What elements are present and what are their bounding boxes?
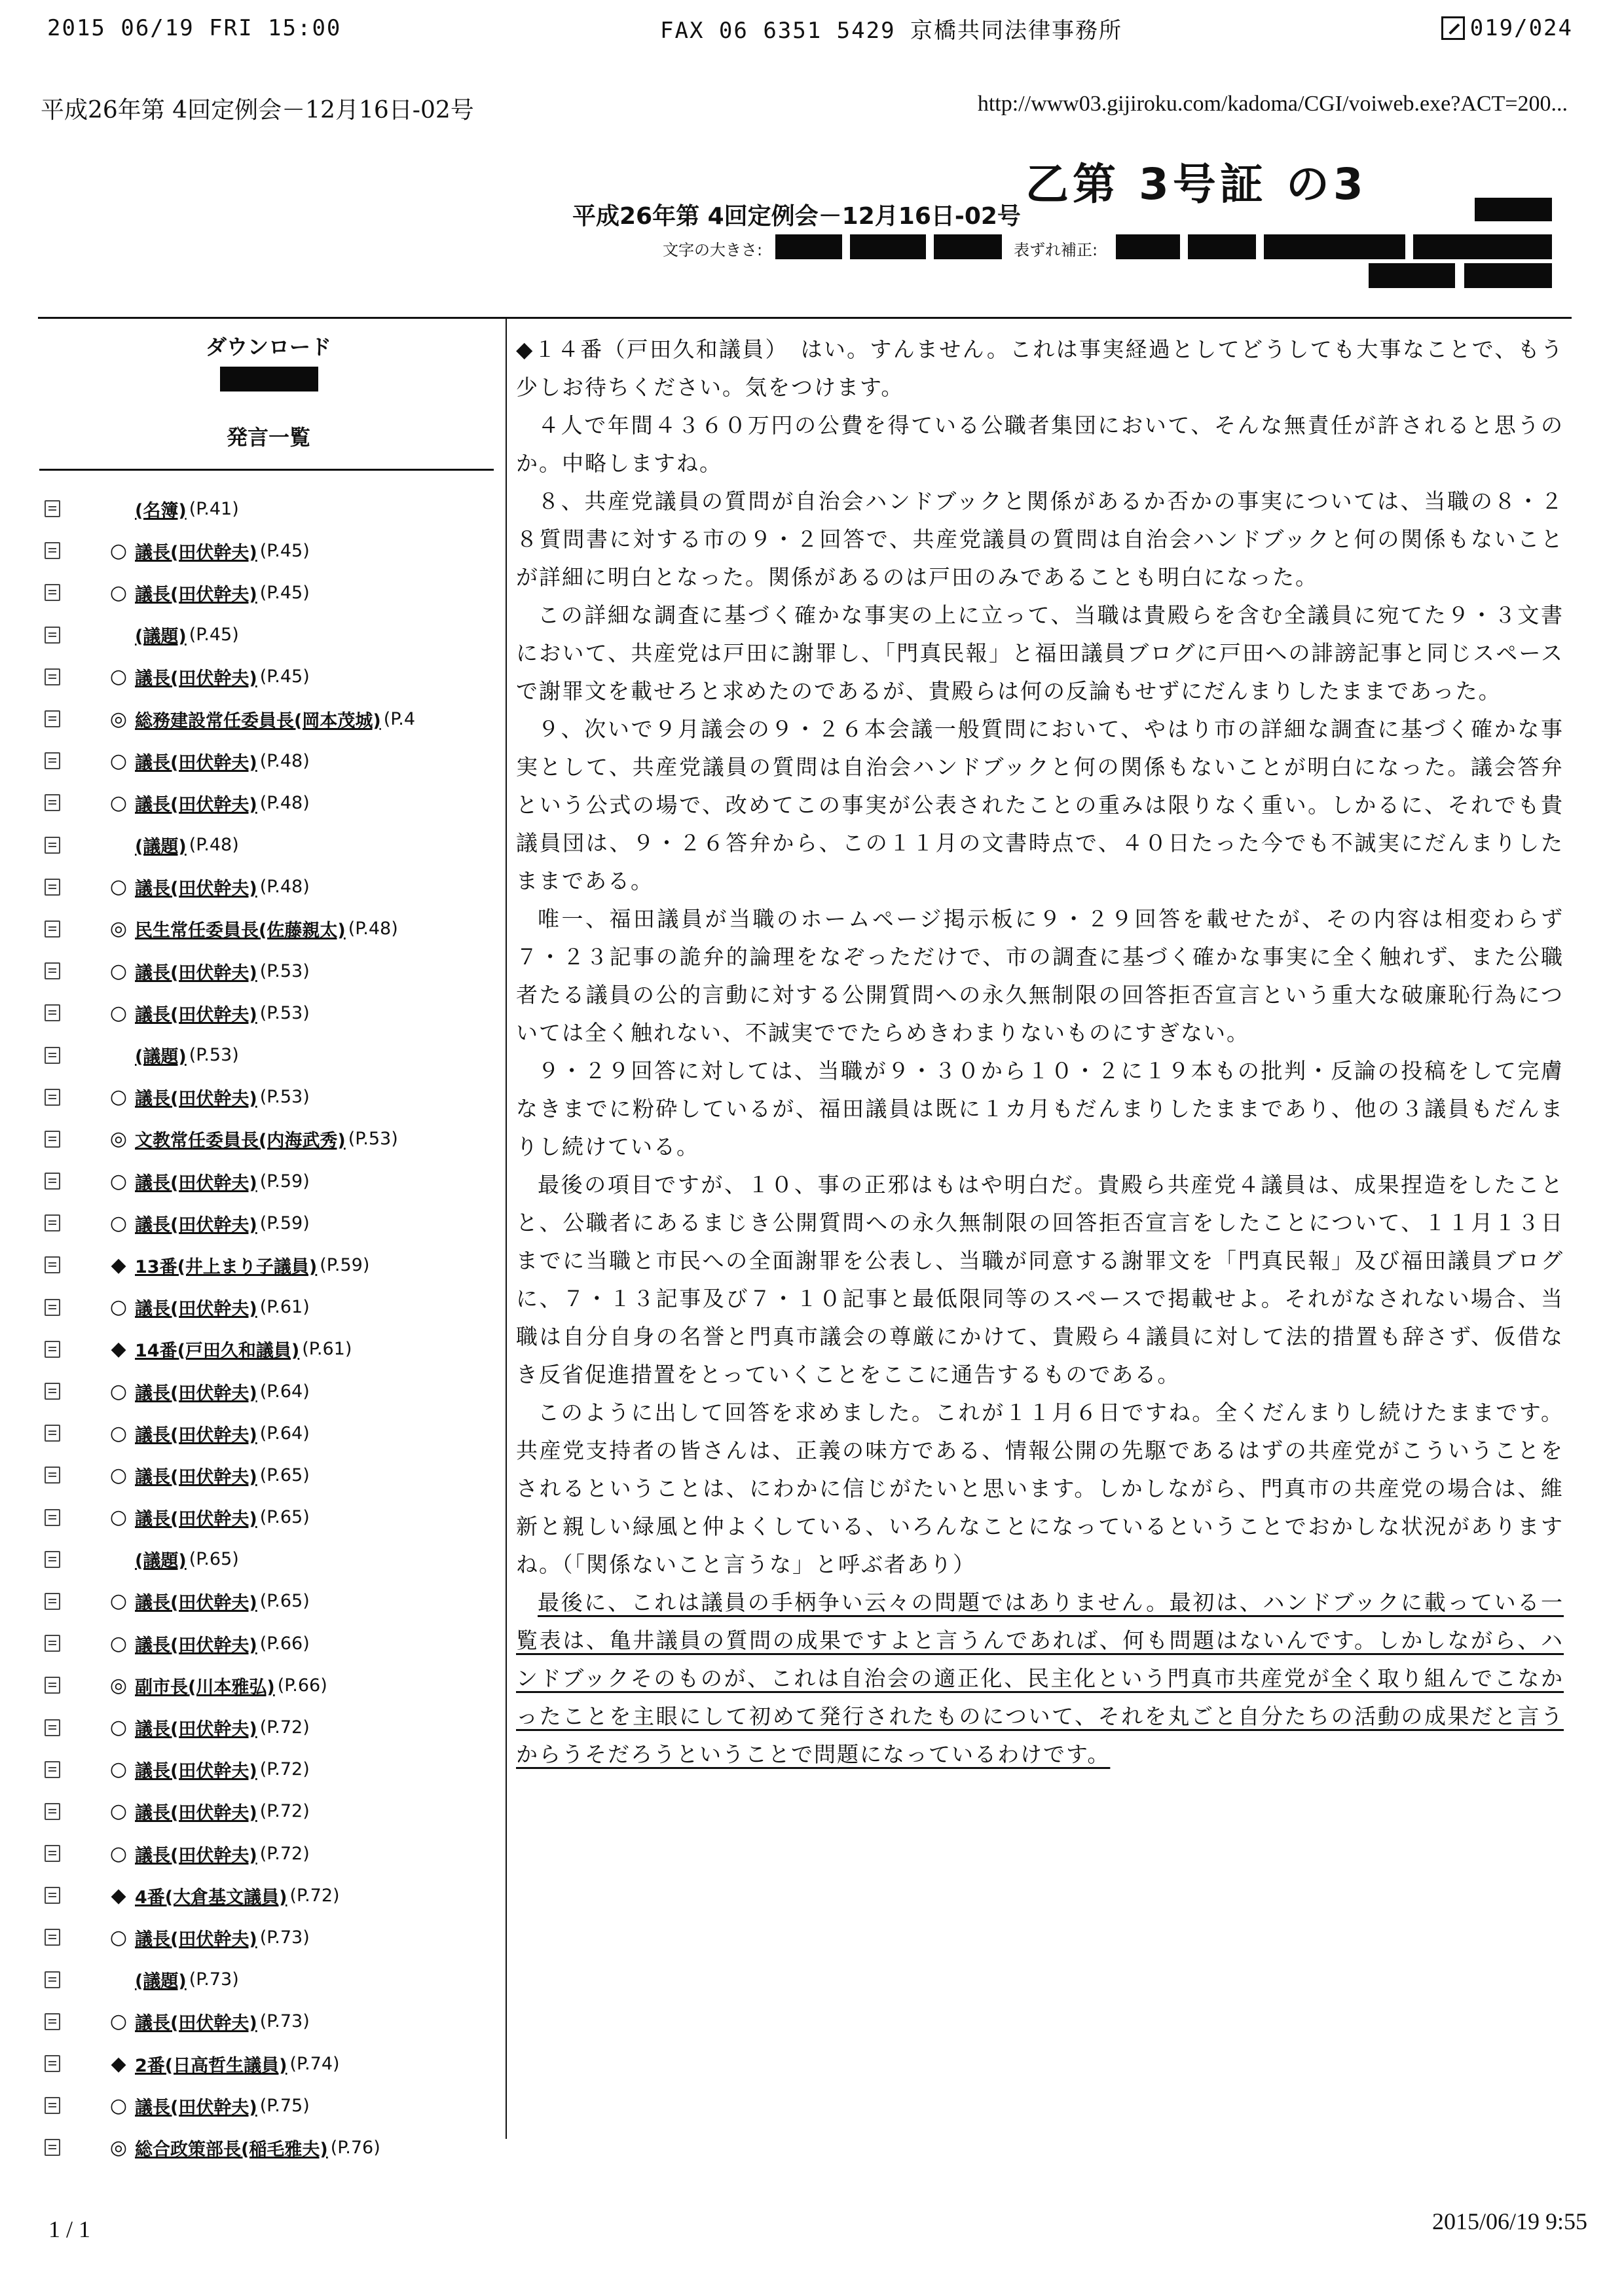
misalignment-button-6[interactable] xyxy=(1464,263,1552,288)
page-reference: (P.72) xyxy=(259,1717,310,1738)
speaker-link[interactable]: 4番(大倉基文議員) xyxy=(135,1887,287,1908)
speaker-link[interactable]: 14番(戸田久和議員) xyxy=(135,1341,300,1362)
speech-list-item[interactable] xyxy=(45,1076,503,1118)
speaker-mark: ○ xyxy=(109,2010,128,2033)
speaker-link[interactable]: (議題) xyxy=(135,1047,187,1068)
document-icon xyxy=(45,879,60,896)
speaker-mark: ◎ xyxy=(109,1673,128,1697)
document-icon xyxy=(45,1047,60,1064)
page-reference: (P.76) xyxy=(330,2137,380,2158)
fax-header xyxy=(47,12,1573,45)
speech-list-item[interactable] xyxy=(45,1244,503,1286)
speaker-link[interactable]: 議長(田伏幹夫) xyxy=(135,1635,257,1656)
speech-list-item[interactable] xyxy=(45,1791,503,1832)
speech-list-item[interactable] xyxy=(45,1959,503,2001)
page-reference: (P.74) xyxy=(289,2053,340,2074)
font-size-large-button[interactable] xyxy=(934,234,1002,259)
transcript-paragraph xyxy=(516,900,1564,1052)
speaker-mark: ○ xyxy=(109,2094,128,2117)
speaker-link[interactable]: 議長(田伏幹夫) xyxy=(135,1299,257,1320)
speech-transcript xyxy=(516,331,1564,1774)
page-reference: (P.65) xyxy=(259,1465,310,1485)
document-icon xyxy=(45,2055,60,2072)
speaker-link[interactable]: 議長(田伏幹夫) xyxy=(135,752,257,773)
page-reference: (P.61) xyxy=(259,1297,310,1318)
transcript-paragraph-text: ◆１４番（戸田久和議員） はい。すんません。これは事実経過としてどうしても大事なことで、もう少しお待ちください。気をつけます。 xyxy=(516,337,1564,400)
page-reference: (P.48) xyxy=(259,792,310,813)
speech-list-item[interactable] xyxy=(45,2001,503,2043)
document-icon xyxy=(45,1761,60,1778)
speech-list-item[interactable] xyxy=(45,1160,503,1202)
speaker-mark: ◆ xyxy=(111,1338,126,1361)
speaker-mark: ◆ xyxy=(111,1884,126,1907)
speaker-link[interactable]: 議長(田伏幹夫) xyxy=(135,1719,257,1740)
transcript-paragraph-text: 最後の項目ですが、１０、事の正邪はもはや明白だ。貴殿ら共産党４議員は、成果捏造をしたことと、公職者にあるまじき公開質問への永久無制限の回答拒否宣言をしたことについて、１１月１３日までに当職と市民への全面謝罪を公表し、当職が同意する謝罪文を「門真民報」及び福田議員ブログに、７・１３記事及び７・１０記事と最低限同等のスペースで掲載せよ。それがなされない場合、当職は自分自身の名誉と門真市議会の尊厳にかけて、貴殿ら４議員に対して法的措置も辞さず、仮借なき反省促進措置をとっていくことをここに通告するものである。 xyxy=(516,1172,1564,1387)
speech-list-item[interactable] xyxy=(45,572,503,613)
speech-list-item[interactable] xyxy=(45,488,503,530)
document-icon xyxy=(45,1256,60,1273)
document-icon xyxy=(45,1214,60,1231)
speech-list-item[interactable] xyxy=(45,1580,503,1622)
speaker-mark: ○ xyxy=(109,791,128,814)
page-reference: (P.64) xyxy=(259,1423,310,1444)
misalignment-button-5[interactable] xyxy=(1369,263,1455,288)
speech-list xyxy=(45,488,503,2169)
fax-page-counter-text: 019/024 xyxy=(1469,15,1573,41)
transcript-paragraph xyxy=(516,1584,1564,1774)
speaker-link[interactable]: 副市長(川本雅弘) xyxy=(135,1677,275,1698)
document-icon xyxy=(45,584,60,601)
speech-list-item[interactable] xyxy=(45,908,503,950)
page-reference: (P.72) xyxy=(289,1885,340,1906)
speaker-link[interactable]: 文教常任委員長(内海武秀) xyxy=(135,1131,346,1152)
speaker-link[interactable]: 議長(田伏幹夫) xyxy=(135,1593,257,1614)
speaker-mark: ○ xyxy=(109,1001,128,1025)
speaker-mark: ○ xyxy=(109,875,128,899)
document-icon xyxy=(45,1004,60,1021)
misalignment-button-4[interactable] xyxy=(1413,234,1552,259)
page-reference: (P.41) xyxy=(189,498,239,519)
speaker-link[interactable]: 議長(田伏幹夫) xyxy=(135,1509,257,1530)
speaker-mark: ○ xyxy=(109,1800,128,1823)
document-icon xyxy=(45,1131,60,1148)
page-reference: (P.61) xyxy=(302,1339,352,1360)
document-icon xyxy=(45,1341,60,1358)
speaker-mark: ◎ xyxy=(109,917,128,941)
speech-list-item[interactable] xyxy=(45,992,503,1034)
page-reference: (P.48) xyxy=(259,750,310,771)
transcript-paragraph-text: ９、次いで９月議会の９・２６本会議一般質問において、やはり市の詳細な調査に基づく確かな事実として、共産党議員の質問は自治会ハンドブックと何の関係もないことが明白になった。議会答弁という公式の場で、改めてこの事実が公表されたことの重みは限りなく重い。しかるに、それでも貴議員団は、９・２６答弁から、この１１月の文書時点で、４０日たった今でも不誠実にだんまりしたままである。 xyxy=(516,716,1564,894)
document-icon xyxy=(45,1467,60,1484)
speech-list-item[interactable] xyxy=(45,824,503,866)
page-reference: (P.4 xyxy=(383,708,416,729)
speaker-mark: ○ xyxy=(109,1925,128,1949)
page-reference: (P.66) xyxy=(277,1675,327,1696)
speaker-mark: ◎ xyxy=(109,707,128,731)
speaker-link[interactable]: 議長(田伏幹夫) xyxy=(135,1173,257,1194)
speaker-mark: ◆ xyxy=(111,2052,126,2075)
document-icon xyxy=(45,500,60,517)
speaker-link[interactable]: 議長(田伏幹夫) xyxy=(135,1761,257,1782)
speaker-link[interactable]: 13番(井上まり子議員) xyxy=(135,1256,318,1277)
speech-list-item[interactable] xyxy=(45,740,503,782)
page-reference: (P.65) xyxy=(259,1507,310,1528)
document-icon xyxy=(45,1677,60,1694)
page-reference: (P.59) xyxy=(259,1171,310,1192)
speech-list-item[interactable] xyxy=(45,1539,503,1580)
transcript-paragraph-text: 唯一、福田議員が当職のホームページ掲示板に９・２９回答を載せたが、その内容は相変わらず７・２３記事の詭弁的論理をなぞっただけで、市の調査に基づく確かな事実に全く触れず、また公職者たる議員の公的言動に対する公開質問への永久無制限の回答拒否宣言という重大な破廉恥行為については全く触れない、不誠実ででたらめきわまりないものにすぎない。 xyxy=(516,906,1564,1046)
document-icon xyxy=(45,2139,60,2156)
transcript-paragraph-text: 最後に、これは議員の手柄争い云々の問題ではありません。最初は、ハンドブックに載っている一覧表は、亀井議員の質問の成果ですよと言うんであれば、何も問題はないんです。しかしながら、ハンドブックそのものが、これは自治会の適正化、民主化という門真市共産党が全く取り組んでこなかったことを主眼にして初めて発行されたものについて、それを丸ごと自分たちの活動の成果だと言うからうそだろうということで問題になっているわけです。 xyxy=(516,1590,1564,1767)
page-reference: (P.72) xyxy=(259,1801,310,1822)
transcript-paragraph-text: ８、共産党議員の質問が自治会ハンドブックと関係があるか否かの事実については、当職の８・２８質問書に対する市の９・２回答で、共産党議員の質問は自治会ハンドブックと何の関係もないことが詳細に明白となった。関係があるのは戸田のみであることも明白になった。 xyxy=(516,488,1564,590)
page-reference: (P.45) xyxy=(259,540,310,561)
speech-list-item[interactable] xyxy=(45,1622,503,1664)
page-reference: (P.72) xyxy=(259,1843,310,1864)
print-page-title: 平成26年第 4回定例会－12月16日-02号 xyxy=(41,97,474,124)
page-reference: (P.45) xyxy=(259,666,310,687)
page-reference: (P.48) xyxy=(189,835,239,856)
speech-list-item[interactable] xyxy=(45,866,503,908)
misalignment-button-1[interactable] xyxy=(1116,234,1180,259)
font-size-small-button[interactable] xyxy=(775,234,842,259)
speaker-mark: ○ xyxy=(109,1085,128,1109)
speaker-link[interactable]: (議題) xyxy=(135,627,187,647)
document-icon xyxy=(45,794,60,811)
speech-list-item[interactable] xyxy=(45,698,503,740)
speaker-mark: ○ xyxy=(109,749,128,773)
page-reference: (P.65) xyxy=(259,1591,310,1612)
speaker-link[interactable]: 2番(日高哲生議員) xyxy=(135,2055,287,2076)
document-icon xyxy=(45,1845,60,1862)
speaker-link[interactable]: 議長(田伏幹夫) xyxy=(135,542,257,563)
misalignment-button-3[interactable] xyxy=(1264,234,1405,259)
print-page-url: http://www03.gijiroku.com/kadoma/CGI/voiweb.exe?ACT=200... xyxy=(977,92,1568,116)
speaker-link[interactable]: 総合政策部長(稲毛雅夫) xyxy=(135,2139,328,2160)
speaker-link[interactable]: 民生常任委員長(佐藤親太) xyxy=(135,920,346,941)
page-reference: (P.66) xyxy=(259,1633,310,1654)
speech-list-item[interactable] xyxy=(45,1874,503,1916)
document-icon xyxy=(45,1089,60,1106)
speech-list-item[interactable] xyxy=(45,1749,503,1791)
speaker-link[interactable]: (議題) xyxy=(135,837,187,858)
speaker-link[interactable]: 議長(田伏幹夫) xyxy=(135,1929,257,1950)
document-icon xyxy=(45,1971,60,1988)
document-icon xyxy=(45,1509,60,1526)
transcript-paragraph xyxy=(516,1052,1564,1166)
transcript-paragraph xyxy=(516,1166,1564,1394)
font-size-medium-button[interactable] xyxy=(850,234,926,259)
misalignment-button-2[interactable] xyxy=(1188,234,1256,259)
speaker-mark: ○ xyxy=(109,1842,128,1865)
speech-list-item[interactable] xyxy=(45,1328,503,1370)
document-icon xyxy=(45,837,60,854)
speech-list-item[interactable] xyxy=(45,1916,503,1958)
speaker-mark: ○ xyxy=(109,581,128,604)
page-reference: (P.48) xyxy=(259,877,310,898)
download-button[interactable] xyxy=(220,367,318,392)
page-reference: (P.73) xyxy=(259,1927,310,1948)
speaker-link[interactable]: 議長(田伏幹夫) xyxy=(135,668,257,689)
transcript-paragraph-text: このように出して回答を求めました。これが１１月６日ですね。全くだんまりし続けたままです。共産党支持者の皆さんは、正義の味方である、情報公開の先駆であるはずの共産党がこういうことをされるということは、にわかに信じがたいと思います。しかしながら、門真市の共産党の場合は、維新と親しい緑風と仲よくしている、いろんなことになっているということでおかしな状況がありますね。（「関係ないこと言うな」と呼ぶ者あり） xyxy=(516,1400,1564,1577)
speaker-mark: ○ xyxy=(109,1631,128,1655)
speaker-link[interactable]: 議長(田伏幹夫) xyxy=(135,879,257,900)
speech-list-item[interactable] xyxy=(45,2085,503,2126)
redaction-block xyxy=(1475,198,1552,221)
transcript-paragraph-text: ４人で年間４３６０万円の公費を得ている公職者集団において、そんな無責任が許されると思うのか。中略しますね。 xyxy=(516,412,1564,476)
speech-list-item[interactable] xyxy=(45,1706,503,1748)
page-reference: (P.72) xyxy=(259,1759,310,1780)
speaker-mark: ○ xyxy=(109,1590,128,1613)
speaker-link[interactable]: (議題) xyxy=(135,1971,187,1992)
document-icon xyxy=(45,1929,60,1946)
speaker-link[interactable]: 議長(田伏幹夫) xyxy=(135,1425,257,1446)
page-reference: (P.59) xyxy=(259,1212,310,1233)
document-icon xyxy=(45,920,60,938)
column-divider xyxy=(506,319,507,2139)
page-reference: (P.73) xyxy=(189,1969,239,1990)
speech-list-item[interactable] xyxy=(45,950,503,992)
page-reference: (P.45) xyxy=(259,582,310,603)
fax-page-counter xyxy=(1441,15,1573,41)
speaker-link[interactable]: (議題) xyxy=(135,1551,187,1572)
speaker-link[interactable]: 議長(田伏幹夫) xyxy=(135,1089,257,1110)
transcript-paragraph-text: この詳細な調査に基づく確かな事実の上に立って、当職は貴殿らを含む全議員に宛てた９・３文書において、共産党は戸田に謝罪し、「門真民報」と福田議員ブログに戸田への誹謗記事と同じスペースで謝罪文を載せろと求めたのであるが、貴殿らは何の反論もせずにだんまりしたままであった。 xyxy=(516,602,1564,704)
document-icon xyxy=(45,710,60,727)
transcript-paragraph xyxy=(516,407,1564,483)
speech-list-item[interactable] xyxy=(45,1454,503,1496)
page-reference: (P.48) xyxy=(348,919,398,939)
document-icon xyxy=(45,668,60,685)
page-reference: (P.45) xyxy=(189,625,239,646)
document-icon xyxy=(45,962,60,979)
page-reference: (P.65) xyxy=(189,1549,239,1570)
fax-datetime: 2015 06/19 FRI 15:00 xyxy=(47,15,342,41)
transcript-paragraph xyxy=(516,596,1564,710)
page-reference: (P.53) xyxy=(259,960,310,981)
speech-list-item[interactable] xyxy=(45,1034,503,1076)
speech-list-item[interactable] xyxy=(45,1664,503,1706)
page-reference: (P.53) xyxy=(189,1045,239,1066)
speaker-link[interactable]: 議長(田伏幹夫) xyxy=(135,2013,257,2034)
speaker-link[interactable]: 議長(田伏幹夫) xyxy=(135,962,257,983)
misalignment-label: 表ずれ補正: xyxy=(1014,241,1098,259)
speaker-link[interactable]: 総務建設常任委員長(岡本茂城) xyxy=(135,710,381,731)
document-icon xyxy=(45,2013,60,2030)
speaker-link[interactable]: 議長(田伏幹夫) xyxy=(135,1214,257,1235)
speaker-link[interactable]: 議長(田伏幹夫) xyxy=(135,1004,257,1025)
page-reference: (P.64) xyxy=(259,1381,310,1402)
header-divider xyxy=(38,317,1572,319)
speech-list-item[interactable] xyxy=(45,656,503,698)
print-page-count: 1 / 1 xyxy=(48,2216,91,2242)
document-icon xyxy=(45,1803,60,1820)
speaker-link[interactable]: 議長(田伏幹夫) xyxy=(135,1467,257,1487)
page-reference: (P.75) xyxy=(259,2095,310,2116)
speaker-link[interactable]: 議長(田伏幹夫) xyxy=(135,1803,257,1824)
speaker-mark: ○ xyxy=(109,1758,128,1781)
document-icon xyxy=(45,1173,60,1190)
font-size-label: 文字の大きさ: xyxy=(663,241,763,259)
speaker-link[interactable]: 議長(田伏幹夫) xyxy=(135,1845,257,1866)
speech-list-item[interactable] xyxy=(45,530,503,572)
document-icon xyxy=(45,1719,60,1736)
speaker-mark: ○ xyxy=(109,1716,128,1740)
speaker-link[interactable]: 議長(田伏幹夫) xyxy=(135,584,257,605)
page-reference: (P.59) xyxy=(320,1254,370,1275)
speaker-mark: ○ xyxy=(109,1421,128,1445)
page-reference: (P.73) xyxy=(259,2011,310,2032)
speech-list-title: 発言一覧 xyxy=(226,425,310,450)
page-reference: (P.53) xyxy=(348,1129,398,1150)
speaker-mark: ◆ xyxy=(111,1253,126,1277)
document-icon xyxy=(45,1593,60,1610)
transcript-paragraph xyxy=(516,1394,1564,1584)
speech-list-item[interactable] xyxy=(45,1412,503,1454)
document-icon xyxy=(45,1635,60,1652)
speaker-mark: ○ xyxy=(109,1296,128,1319)
speaker-mark: ○ xyxy=(109,1169,128,1193)
download-label: ダウンロード xyxy=(205,335,331,359)
document-icon xyxy=(45,1887,60,1904)
fax-page-icon xyxy=(1441,16,1465,40)
speaker-link[interactable]: 議長(田伏幹夫) xyxy=(135,794,257,815)
speaker-link[interactable]: (名簿) xyxy=(135,500,187,521)
speaker-mark: ○ xyxy=(109,539,128,562)
document-icon xyxy=(45,1299,60,1316)
speaker-mark: ○ xyxy=(109,959,128,983)
transcript-paragraph xyxy=(516,710,1564,900)
fax-sender-line: FAX 06 6351 5429 京橋共同法律事務所 xyxy=(660,17,1123,44)
speaker-mark: ○ xyxy=(109,1379,128,1403)
document-icon xyxy=(45,1425,60,1442)
document-icon xyxy=(45,752,60,769)
transcript-paragraph-text: ９・２９回答に対しては、当職が９・３０から１０・２に１９本もの批判・反論の投稿をして完膚なきまでに粉砕しているが、福田議員は既に１カ月もだんまりしたままであり、他の３議員もだんまりし続けている。 xyxy=(516,1058,1564,1159)
speaker-link[interactable]: 議長(田伏幹夫) xyxy=(135,1383,257,1404)
speech-list-item[interactable] xyxy=(45,1370,503,1412)
document-icon xyxy=(45,1551,60,1568)
transcript-paragraph xyxy=(516,331,1564,407)
speaker-mark: ○ xyxy=(109,665,128,689)
document-icon xyxy=(45,1383,60,1400)
transcript-paragraph xyxy=(516,483,1564,596)
speech-list-item[interactable] xyxy=(45,1497,503,1539)
speaker-mark: ◎ xyxy=(109,2136,128,2159)
print-timestamp: 2015/06/19 9:55 xyxy=(1431,2208,1587,2234)
page-reference: (P.53) xyxy=(259,1087,310,1108)
speaker-mark: ○ xyxy=(109,1463,128,1487)
speech-list-item[interactable] xyxy=(45,782,503,824)
exhibit-stamp: 乙第 3号証 の3 xyxy=(1025,159,1367,210)
speech-list-item[interactable] xyxy=(45,2043,503,2085)
speech-list-item[interactable] xyxy=(45,1202,503,1244)
speech-list-item[interactable] xyxy=(45,1118,503,1160)
speech-list-item[interactable] xyxy=(45,1832,503,1874)
document-icon xyxy=(45,2097,60,2114)
speaker-mark: ○ xyxy=(109,1211,128,1235)
speaker-link[interactable]: 議長(田伏幹夫) xyxy=(135,2097,257,2118)
document-icon xyxy=(45,542,60,559)
document-icon xyxy=(45,627,60,644)
speech-list-item[interactable] xyxy=(45,1286,503,1328)
speaker-mark: ○ xyxy=(109,1506,128,1529)
page-reference: (P.53) xyxy=(259,1002,310,1023)
speech-list-item[interactable] xyxy=(45,2126,503,2168)
speech-list-item[interactable] xyxy=(45,614,503,656)
document-title: 平成26年第 4回定例会－12月16日-02号 xyxy=(572,203,1021,230)
speaker-mark: ◎ xyxy=(109,1127,128,1151)
sidebar-divider xyxy=(39,469,494,471)
